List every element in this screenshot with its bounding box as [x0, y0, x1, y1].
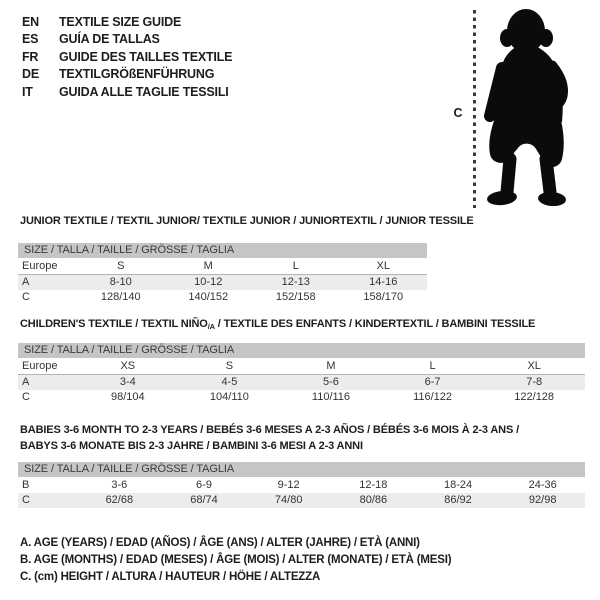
- table-size-header: SIZE / TALLA / TAILLE / GRÖSSE / TAGLIA: [18, 462, 585, 477]
- table-row: [18, 259, 427, 275]
- size-cell: 14-16: [369, 276, 398, 288]
- note-age-months: B. AGE (MONTHS) / EDAD (MESES) / ÂGE (MOIS) / ALTER (MONATE) / ETÀ (MESI): [20, 554, 452, 566]
- size-cell: S: [117, 260, 125, 272]
- section-title-text: CHILDREN'S TEXTILE / TEXTIL NIÑO: [20, 318, 208, 330]
- size-cell: 74/80: [274, 494, 303, 506]
- size-cell: 12-18: [359, 479, 388, 491]
- size-cell: 128/140: [100, 291, 141, 303]
- section-title-text: / TEXTILE DES ENFANTS / KINDERTEXTIL / BAMBINI TESSILE: [214, 318, 536, 330]
- section-title-children: [20, 317, 535, 333]
- list-item: [22, 66, 232, 84]
- size-cell: XS: [120, 360, 136, 372]
- size-cell: 6-7: [424, 376, 441, 388]
- size-cell: 98/104: [110, 391, 145, 403]
- table-row: [18, 390, 585, 405]
- row-label: C: [22, 391, 30, 403]
- size-cell: 6-9: [196, 479, 212, 491]
- size-cell: 10-12: [194, 276, 223, 288]
- size-cell: 122/128: [514, 391, 555, 403]
- table-row: [18, 359, 585, 375]
- language-title-list: [22, 13, 232, 101]
- language-title: GUIDA ALLE TAGLIE TESSILI: [59, 84, 229, 99]
- size-cell: 8-10: [109, 276, 132, 288]
- section-title-junior: JUNIOR TEXTILE / TEXTIL JUNIOR/ TEXTILE JUNIOR / JUNIORTEXTIL / JUNIOR TESSILE: [20, 215, 474, 227]
- language-code: IT: [22, 84, 33, 99]
- size-cell: 7-8: [526, 376, 543, 388]
- size-cell: 152/158: [275, 291, 316, 303]
- size-cell: 80/86: [359, 494, 388, 506]
- table-size-header: SIZE / TALLA / TAILLE / GRÖSSE / TAGLIA: [18, 243, 427, 258]
- table-row: [18, 478, 585, 493]
- size-cell: L: [292, 260, 299, 272]
- table-row: [18, 290, 427, 305]
- size-cell: 62/68: [105, 494, 134, 506]
- size-cell: 4-5: [221, 376, 238, 388]
- size-cell: 92/98: [528, 494, 557, 506]
- size-cell: L: [429, 360, 436, 372]
- babies-size-table: [18, 462, 585, 508]
- size-cell: S: [225, 360, 234, 372]
- list-item: [22, 83, 232, 101]
- size-cell: 116/122: [413, 391, 453, 403]
- size-cell: 3-6: [111, 479, 128, 491]
- language-code: EN: [22, 14, 39, 29]
- size-cell: 68/74: [190, 494, 218, 506]
- size-cell: 104/110: [209, 391, 249, 403]
- baby-silhouette-icon: [482, 4, 576, 208]
- language-title: GUIDE DES TAILLES TEXTILE: [59, 49, 233, 64]
- height-measure-dotted-line: [473, 10, 476, 208]
- size-cell: 158/170: [363, 291, 404, 303]
- language-code: DE: [22, 67, 39, 82]
- size-cell: XL: [527, 360, 541, 372]
- list-item: [22, 13, 232, 31]
- legend-notes: [20, 535, 451, 586]
- table-row: [18, 375, 585, 390]
- size-cell: 110/116: [311, 391, 351, 403]
- size-cell: XL: [376, 260, 390, 272]
- junior-size-table: [18, 243, 427, 305]
- section-title-babies: [20, 423, 519, 454]
- size-cell: 24-36: [528, 479, 557, 491]
- size-cell: 3-4: [119, 376, 136, 388]
- size-cell: 5-6: [323, 376, 339, 388]
- language-title: TEXTILE SIZE GUIDE: [59, 14, 182, 29]
- row-label: Europe: [22, 260, 58, 272]
- section-title-line: BABIES 3-6 MONTH TO 2-3 YEARS / BEBÉS 3-6 MESES A 2-3 AÑOS / BÉBÉS 3-6 MOIS À 2-3 ANS /: [20, 424, 519, 436]
- row-label: A: [22, 376, 30, 388]
- row-label: Europe: [22, 360, 58, 372]
- size-cell: M: [326, 360, 336, 372]
- size-cell: 12-13: [281, 276, 310, 288]
- note-age-years: A. AGE (YEARS) / EDAD (AÑOS) / ÂGE (ANS) / ALTER (JAHRE) / ETÀ (ANNI): [20, 537, 420, 549]
- row-label: C: [22, 494, 30, 506]
- language-title: TEXTILGRÖßENFÜHRUNG: [59, 67, 215, 82]
- section-title-subscript: /A: [207, 322, 215, 331]
- size-cell: 18-24: [443, 479, 473, 491]
- list-item: [22, 31, 232, 49]
- height-measure-label: C: [453, 106, 463, 120]
- table-size-header: SIZE / TALLA / TAILLE / GRÖSSE / TAGLIA: [18, 343, 585, 358]
- size-cell: 140/152: [188, 291, 229, 303]
- language-title: GUÍA DE TALLAS: [59, 32, 160, 47]
- language-code: FR: [22, 49, 39, 64]
- table-row: [18, 275, 427, 290]
- table-row: [18, 493, 585, 508]
- list-item: [22, 48, 232, 66]
- children-size-table: [18, 343, 585, 405]
- language-code: ES: [22, 32, 39, 47]
- size-cell: M: [203, 260, 213, 272]
- row-label: C: [22, 291, 30, 303]
- section-title-line: BABYS 3-6 MONATE BIS 2-3 JAHRE / BAMBINI 3-6 MESI A 2-3 ANNI: [20, 439, 363, 452]
- row-label: B: [22, 479, 30, 491]
- row-label: A: [22, 276, 30, 288]
- note-height-cm: C. (cm) HEIGHT / ALTURA / HAUTEUR / HÖHE / ALTEZZA: [20, 571, 321, 583]
- size-cell: 86/92: [444, 494, 472, 506]
- size-cell: 9-12: [277, 479, 300, 491]
